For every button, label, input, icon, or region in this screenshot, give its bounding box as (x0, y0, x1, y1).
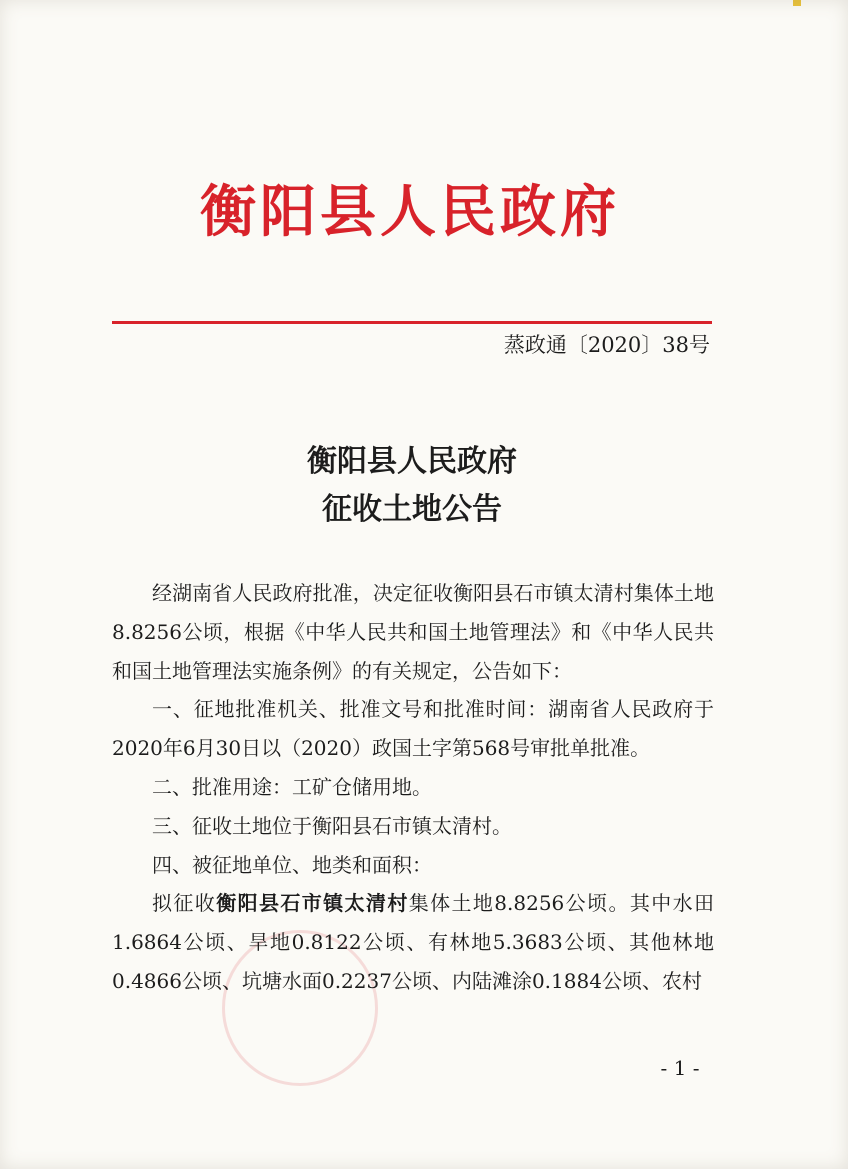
corner-mark (793, 0, 801, 6)
land-detail-prefix: 拟征收 (152, 891, 217, 916)
paragraph-location: 三、征收土地位于衡阳县石市镇太清村。 (152, 813, 512, 838)
paragraph-approval: 一、征地批准机关、批准文号和批准时间：湖南省人民政府于2020年6月30日以（2020）政国土字第568号审批单批准。 (112, 697, 714, 761)
page-number: - 1 - (660, 1056, 700, 1080)
paragraph-land-heading: 四、被征地单位、地类和面积： (152, 852, 432, 877)
land-detail-rest: 集体土地8.8256公顷。其中水田1.6864公顷、旱地0.8122公顷、有林地5.3683公顷、其他林地0.4866公顷、坑塘水面0.2237公顷、内陆滩涂0.1884公顷、农村 (112, 891, 715, 993)
red-header-title: 衡阳县人民政府 (200, 179, 620, 245)
paragraph-intro: 经湖南省人民政府批准，决定征收衡阳县石市镇太清村集体土地8.8256公顷，根据《中华人民共和国土地管理法》和《中华人民共和国土地管理法实施条例》的有关规定，公告如下： (112, 581, 714, 683)
red-header-rule (112, 321, 712, 324)
document-number: 蒸政通〔2020〕38号 (503, 333, 710, 357)
notice-body (112, 574, 714, 1001)
notice-title-line1: 衡阳县人民政府 (307, 444, 517, 479)
paragraph-usage: 二、批准用途：工矿仓储用地。 (152, 774, 432, 799)
notice-title-line2: 征收土地公告 (322, 492, 502, 527)
land-detail-village: 衡阳县石市镇太清村 (216, 891, 409, 916)
paragraph-land-detail (112, 884, 714, 1000)
